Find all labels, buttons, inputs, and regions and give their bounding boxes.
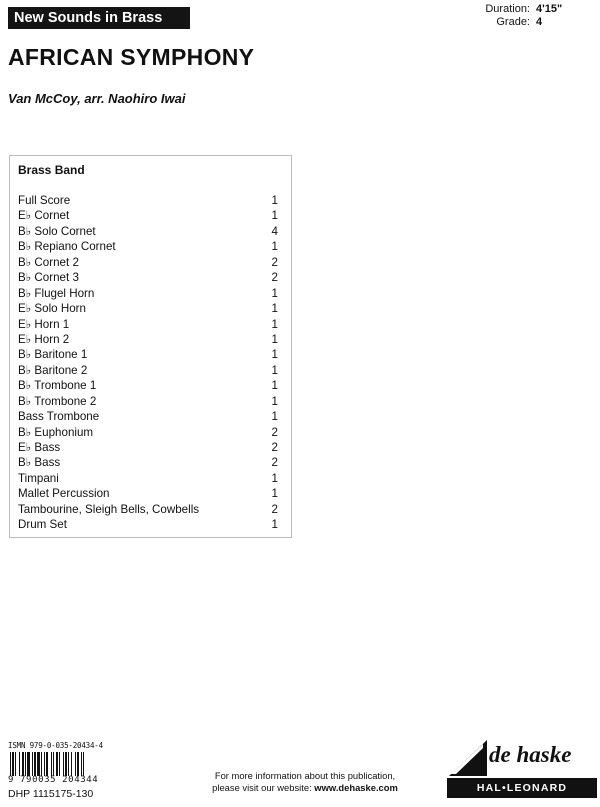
barcode-bar xyxy=(71,752,72,776)
info-line-2-prefix: please visit our website: xyxy=(212,781,315,793)
part-quantity: 2 xyxy=(271,255,278,269)
part-quantity: 2 xyxy=(271,456,278,470)
part-row xyxy=(18,486,278,501)
info-line-1: For more information about this publication, xyxy=(214,770,396,781)
part-name: B♭ Cornet 3 xyxy=(18,271,79,285)
part-name: B♭ Cornet 2 xyxy=(18,255,79,269)
barcode-bar xyxy=(65,752,67,776)
part-quantity: 2 xyxy=(271,425,278,439)
barcode-bar xyxy=(56,752,58,776)
part-row xyxy=(18,517,278,532)
part-name: Tambourine, Sleigh Bells, Cowbells xyxy=(18,502,200,516)
part-row xyxy=(18,440,278,455)
isbn-number: ISMN 979-0-035-20434-4 xyxy=(8,741,103,750)
part-name: E♭ Bass xyxy=(18,441,61,454)
part-quantity: 1 xyxy=(271,410,278,424)
part-row xyxy=(18,471,278,486)
publisher-logo xyxy=(447,738,597,800)
grade-label: Grade: xyxy=(496,16,530,28)
part-name: Mallet Percussion xyxy=(18,487,110,501)
barcode-bar xyxy=(41,752,42,776)
part-row xyxy=(18,394,278,409)
duration-label: Duration: xyxy=(485,3,530,15)
part-quantity: 2 xyxy=(271,441,278,454)
part-row xyxy=(18,270,278,285)
part-name: Bass Trombone xyxy=(18,410,100,424)
part-quantity: 1 xyxy=(271,363,278,377)
barcode-bar xyxy=(83,752,84,776)
part-name: E♭ Cornet xyxy=(18,209,70,223)
barcode-bar xyxy=(59,752,60,776)
part-quantity: 4 xyxy=(271,224,278,238)
catalog-number: DHP 1115175-130 xyxy=(8,788,94,800)
piece-meta xyxy=(485,3,572,29)
barcode-bar xyxy=(44,752,45,776)
barcode-bar xyxy=(68,752,69,776)
website-link[interactable]: www.dehaske.com xyxy=(314,781,398,793)
barcode-bar xyxy=(22,752,24,776)
barcode-bar xyxy=(34,752,36,776)
part-quantity: 2 xyxy=(271,271,278,285)
part-quantity: 1 xyxy=(271,394,278,408)
barcode xyxy=(8,752,118,776)
publisher-name: HAL•LEONARD xyxy=(447,778,597,798)
part-name: B♭ Baritone 2 xyxy=(18,363,88,377)
part-quantity: 1 xyxy=(271,487,278,501)
parts-list xyxy=(18,193,278,533)
part-name: B♭ Flugel Horn xyxy=(18,286,95,300)
part-name: B♭ Trombone 1 xyxy=(18,379,97,393)
part-quantity: 1 xyxy=(271,518,278,532)
part-quantity: 1 xyxy=(271,302,278,316)
part-quantity: 1 xyxy=(271,471,278,485)
de-haske-emblem-icon xyxy=(449,740,487,776)
barcode-bar xyxy=(77,752,79,776)
part-row xyxy=(18,425,278,440)
part-name: E♭ Solo Horn xyxy=(18,302,86,316)
composer-credit: Van McCoy, arr. Naohiro Iwai xyxy=(8,91,186,106)
part-row xyxy=(18,455,278,470)
part-quantity: 1 xyxy=(271,240,278,254)
barcode-bar xyxy=(37,752,40,776)
part-name: B♭ Repiano Cornet xyxy=(18,240,116,254)
page-title: AFRICAN SYMPHONY xyxy=(8,44,255,70)
part-name: B♭ Bass xyxy=(18,456,61,470)
barcode-bar xyxy=(19,752,20,776)
barcode-bar xyxy=(32,752,33,776)
part-row xyxy=(18,208,278,223)
part-quantity: 1 xyxy=(271,379,278,393)
website-note xyxy=(190,770,420,793)
part-quantity: 1 xyxy=(271,194,278,207)
part-row xyxy=(18,301,278,316)
grade-row xyxy=(485,16,572,29)
part-quantity: 1 xyxy=(271,332,278,346)
part-row xyxy=(18,255,278,270)
isbn-block xyxy=(8,741,120,800)
instrumentation-box xyxy=(9,155,292,538)
part-row xyxy=(18,378,278,393)
part-name: B♭ Baritone 1 xyxy=(18,348,88,362)
part-quantity: 1 xyxy=(271,286,278,300)
part-row xyxy=(18,363,278,378)
part-quantity: 1 xyxy=(271,317,278,331)
barcode-bar xyxy=(75,752,76,776)
part-quantity: 1 xyxy=(271,348,278,362)
series-banner: New Sounds in Brass xyxy=(8,7,190,29)
brand-name: de haske xyxy=(489,742,572,767)
part-row xyxy=(18,193,278,208)
grade-value: 4 xyxy=(536,16,543,28)
part-name: B♭ Trombone 2 xyxy=(18,394,97,408)
part-name: B♭ Euphonium xyxy=(18,425,94,439)
barcode-bar xyxy=(25,752,26,776)
ensemble-heading: Brass Band xyxy=(18,163,85,177)
part-quantity: 2 xyxy=(271,502,278,516)
barcode-bar xyxy=(46,752,48,776)
barcode-bar xyxy=(15,752,16,776)
part-row xyxy=(18,502,278,517)
part-row xyxy=(18,332,278,347)
part-row xyxy=(18,317,278,332)
barcode-digits: 9 790035 204344 xyxy=(8,775,99,785)
barcode-bar xyxy=(51,752,52,776)
barcode-bar xyxy=(27,752,30,776)
part-row xyxy=(18,239,278,254)
part-row xyxy=(18,347,278,362)
duration-row xyxy=(485,3,572,16)
part-name: E♭ Horn 1 xyxy=(18,317,70,331)
barcode-bar xyxy=(12,752,14,776)
part-name: Drum Set xyxy=(18,518,67,532)
part-name: Timpani xyxy=(18,471,59,485)
duration-value: 4'15" xyxy=(536,3,563,15)
info-line-2 xyxy=(190,782,420,794)
part-row xyxy=(18,286,278,301)
part-quantity: 1 xyxy=(271,209,278,223)
barcode-bar xyxy=(81,752,82,776)
part-row xyxy=(18,409,278,424)
part-name: Full Score xyxy=(18,194,71,207)
barcode-bar xyxy=(53,752,54,776)
part-row xyxy=(18,224,278,239)
part-name: E♭ Horn 2 xyxy=(18,332,70,346)
barcode-bar xyxy=(10,752,11,776)
part-name: B♭ Solo Cornet xyxy=(18,224,96,238)
barcode-bar xyxy=(63,752,64,776)
